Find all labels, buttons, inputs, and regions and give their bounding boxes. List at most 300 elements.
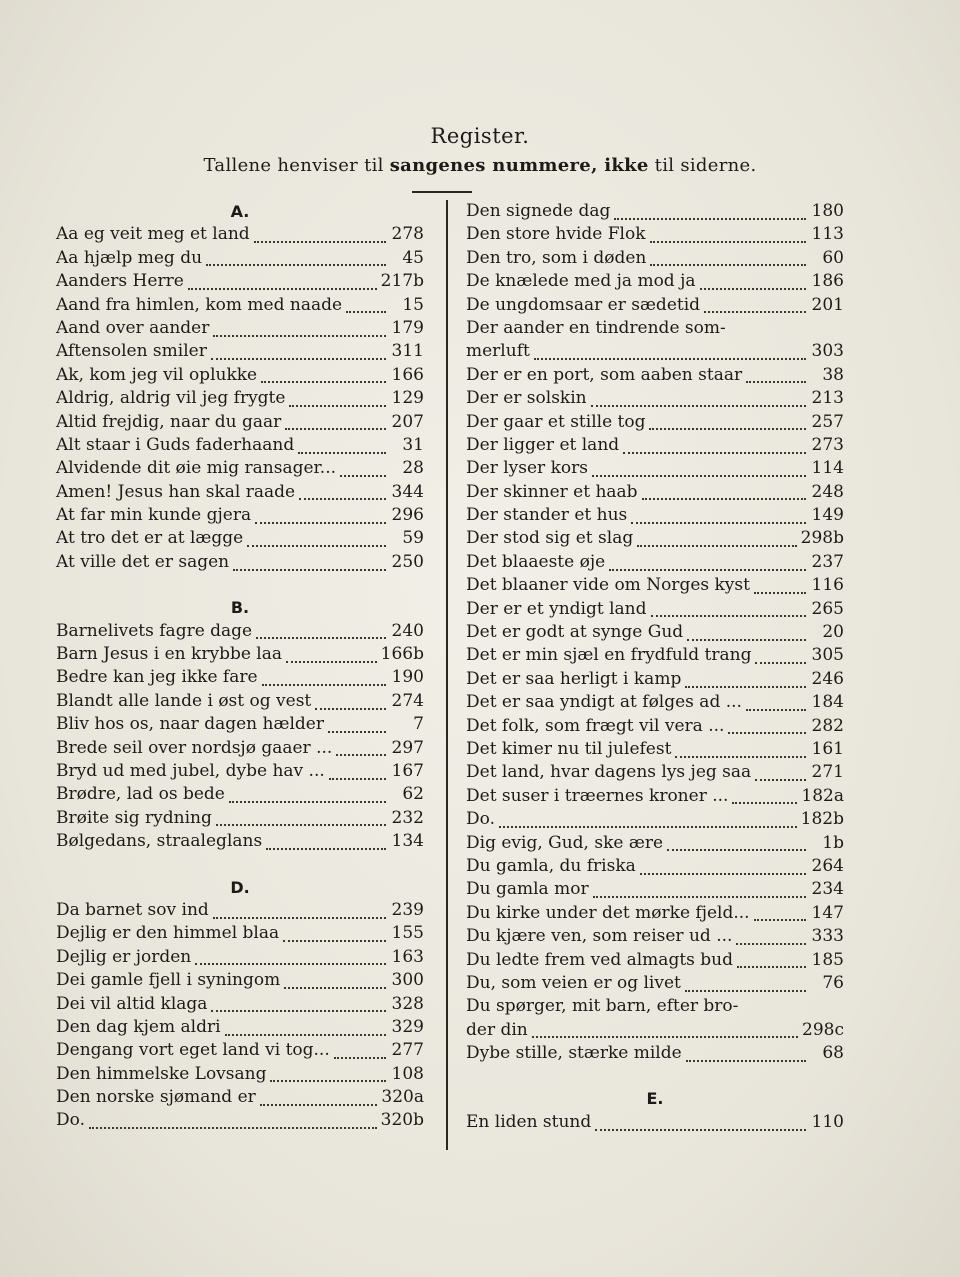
entry-number: 185 <box>811 949 844 970</box>
index-entry <box>56 527 424 550</box>
subtitle-emphasis: sangenes nummere, ikke <box>389 155 649 176</box>
page-subtitle <box>0 155 920 176</box>
entry-list-d-continued <box>466 200 844 1065</box>
dot-leader <box>667 841 806 851</box>
entry-number: 108 <box>391 1063 424 1084</box>
index-entry <box>56 387 424 410</box>
dot-leader <box>755 771 806 781</box>
dot-leader <box>289 397 386 407</box>
dot-leader <box>285 420 386 430</box>
entry-number: 163 <box>391 946 424 967</box>
entry-title: Bedre kan jeg ikke fare <box>56 667 258 688</box>
entry-number: 186 <box>811 271 844 292</box>
index-entry <box>466 691 844 714</box>
index-entry <box>466 317 844 340</box>
index-entry <box>56 1063 424 1086</box>
entry-number: 1b <box>822 832 844 853</box>
entry-title: Do. <box>466 809 495 830</box>
index-entry <box>56 690 424 713</box>
entry-title: Det er min sjæl en frydfuld trang <box>466 645 752 666</box>
index-entry <box>466 972 844 995</box>
index-entry <box>56 247 424 270</box>
index-entry <box>466 715 844 738</box>
entry-number: 167 <box>391 760 424 781</box>
entry-title: Der skinner et haab <box>466 481 638 502</box>
index-entry <box>466 668 844 691</box>
index-entry <box>56 504 424 527</box>
entry-number: 273 <box>811 434 844 455</box>
index-entry <box>56 411 424 434</box>
entry-title: Aand fra himlen, kom med naade <box>56 294 343 315</box>
entry-title: De knælede med ja mod ja <box>466 271 696 292</box>
entry-number: 296 <box>391 505 424 526</box>
entry-number: 110 <box>811 1111 844 1132</box>
dot-leader <box>631 514 806 524</box>
entry-number: 134 <box>391 831 424 852</box>
entry-title: Der ligger et land <box>466 434 620 455</box>
dot-leader <box>254 233 386 243</box>
index-entry <box>56 830 424 853</box>
entry-list-d <box>56 899 424 1133</box>
title-rule <box>412 191 472 193</box>
dot-leader <box>334 1049 386 1059</box>
entry-title: Det kimer nu til julefest <box>466 738 672 759</box>
entry-title: Barn Jesus i en krybbe laa <box>56 644 283 665</box>
entry-title: Der gaar et stille tog <box>466 411 646 432</box>
index-entry <box>466 785 844 808</box>
entry-number: 129 <box>391 388 424 409</box>
entry-number: 166 <box>391 364 424 385</box>
dot-leader <box>532 1028 798 1038</box>
entry-title: Du ledte frem ved almagts bud <box>466 949 733 970</box>
section-heading-b: B. <box>230 598 250 618</box>
entry-number: 333 <box>811 926 844 947</box>
entry-number: 264 <box>811 855 844 876</box>
entry-title: der din <box>466 1019 528 1040</box>
entry-number: 232 <box>391 807 424 828</box>
dot-leader <box>270 1072 386 1082</box>
index-entry <box>56 899 424 922</box>
dot-leader <box>700 280 807 290</box>
index-entry <box>466 855 844 878</box>
entry-title: Den store hvide Flok <box>466 224 646 245</box>
entry-title: Den tro, som i døden <box>466 247 647 268</box>
index-entry <box>466 738 844 761</box>
entry-title: Det blaaeste øje <box>466 551 606 572</box>
subtitle-part-3: til siderne. <box>648 155 757 176</box>
entry-title: Du gamla, du friska <box>466 855 636 876</box>
dot-leader <box>592 467 806 477</box>
index-entry <box>466 270 844 293</box>
dot-leader <box>336 746 386 756</box>
entry-title: Alvidende dit øie mig ransager... <box>56 458 337 479</box>
entry-title: Den signede dag <box>466 201 611 221</box>
index-entry <box>56 666 424 689</box>
dot-leader <box>609 561 806 571</box>
entry-number: 329 <box>391 1016 424 1037</box>
dot-leader <box>649 420 806 430</box>
entry-number: 20 <box>822 622 844 643</box>
entry-number: 271 <box>811 762 844 783</box>
entry-number: 311 <box>391 341 424 362</box>
index-entry <box>466 223 844 246</box>
entry-title: Det er saa yndigt at følges ad ... <box>466 692 742 713</box>
index-entry <box>466 411 844 434</box>
entry-title: Blandt alle lande i øst og vest <box>56 690 312 711</box>
dot-leader <box>593 888 806 898</box>
entry-number: 116 <box>811 575 844 596</box>
dot-leader <box>206 256 386 266</box>
dot-leader <box>261 373 386 383</box>
entry-number: 184 <box>811 692 844 713</box>
entry-title: Du gamla mor <box>466 879 589 900</box>
index-entry <box>466 551 844 574</box>
dot-leader <box>650 233 806 243</box>
dot-leader <box>211 1002 386 1012</box>
index-entry <box>56 223 424 246</box>
dot-leader <box>262 676 386 686</box>
entry-title: Du kjære ven, som reiser ud ... <box>466 926 733 947</box>
dot-leader <box>595 1121 806 1131</box>
index-entry <box>56 807 424 830</box>
subtitle-part-1: Tallene henviser til <box>203 155 390 176</box>
dot-leader <box>686 1052 806 1062</box>
index-entry <box>466 294 844 317</box>
dot-leader <box>315 700 386 710</box>
dot-leader <box>685 678 806 688</box>
entry-title: Altid frejdig, naar du gaar <box>56 411 282 432</box>
entry-number: 213 <box>811 388 844 409</box>
entry-title: Dejlig er den himmel blaa <box>56 923 280 944</box>
entry-title: Det folk, som frægt vil vera ... <box>466 715 725 736</box>
entry-title: Dejlig er jorden <box>56 946 192 967</box>
index-entry <box>56 783 424 806</box>
entry-title: Det blaaner vide om Norges kyst <box>466 575 750 596</box>
index-entry <box>466 574 844 597</box>
entry-title: Amen! Jesus han skal raade <box>56 481 296 502</box>
dot-leader <box>195 955 386 965</box>
entry-list-b <box>56 620 424 854</box>
index-entry <box>466 878 844 901</box>
entry-title: Aa eg veit meg et land <box>56 224 250 245</box>
entry-number: 201 <box>811 294 844 315</box>
index-entry <box>56 294 424 317</box>
entry-title: Der stod sig et slag <box>466 528 634 549</box>
entry-title: Du, som veien er og livet <box>466 972 681 993</box>
index-entry <box>466 995 844 1018</box>
entry-title: Aftensolen smiler <box>56 341 207 362</box>
entry-number: 60 <box>822 247 844 268</box>
dot-leader <box>754 911 806 921</box>
entry-title: merluft <box>466 341 530 362</box>
index-entry <box>466 247 844 270</box>
index-entry <box>466 925 844 948</box>
entry-number: 15 <box>402 294 424 315</box>
entry-title: Du kirke under det mørke fjeld... <box>466 902 750 923</box>
dot-leader <box>642 490 806 500</box>
entry-title: Du spørger, mit barn, efter bro- <box>466 996 739 1017</box>
index-entry <box>56 713 424 736</box>
index-entry <box>466 902 844 925</box>
entry-number: 155 <box>391 923 424 944</box>
entry-number: 303 <box>811 341 844 362</box>
index-entry <box>56 434 424 457</box>
entry-title: Det suser i træernes kroner ... <box>466 785 729 806</box>
entry-title: Der er solskin <box>466 388 587 409</box>
entry-number: 45 <box>402 247 424 268</box>
section-heading-d: D. <box>230 877 250 897</box>
entry-number: 59 <box>402 528 424 549</box>
entry-title: Dengang vort eget land vi tog... <box>56 1040 330 1061</box>
dot-leader <box>216 816 386 826</box>
index-entry <box>466 1111 844 1134</box>
dot-leader <box>623 444 806 454</box>
dot-leader <box>213 909 386 919</box>
entry-number: 298c <box>802 1019 844 1040</box>
index-entry <box>56 969 424 992</box>
entry-number: 38 <box>822 364 844 385</box>
entry-title: At far min kunde gjera <box>56 505 252 526</box>
dot-leader <box>213 327 386 337</box>
index-entry <box>56 481 424 504</box>
entry-number: 76 <box>822 972 844 993</box>
dot-leader <box>340 467 386 477</box>
index-entry <box>466 832 844 855</box>
dot-leader <box>685 982 806 992</box>
entry-number: 246 <box>811 668 844 689</box>
entry-number: 182b <box>800 809 844 830</box>
entry-number: 161 <box>811 738 844 759</box>
dot-leader <box>89 1119 377 1129</box>
entry-title: Bliv hos os, naar dagen hælder <box>56 714 324 735</box>
dot-leader <box>346 303 386 313</box>
entry-title: Den norske sjømand er <box>56 1087 256 1108</box>
entry-number: 277 <box>391 1040 424 1061</box>
index-entry <box>466 504 844 527</box>
entry-number: 328 <box>391 993 424 1014</box>
entry-number: 182a <box>801 785 844 806</box>
dot-leader <box>746 373 806 383</box>
entry-title: Brede seil over nordsjø gaaer ... <box>56 737 333 758</box>
dot-leader <box>754 584 806 594</box>
entry-number: 320b <box>380 1110 424 1131</box>
entry-title: Det er godt at synge Gud <box>466 622 684 643</box>
dot-leader <box>284 979 386 989</box>
entry-number: 344 <box>391 481 424 502</box>
dot-leader <box>255 514 386 524</box>
entry-number: 257 <box>811 411 844 432</box>
column-divider <box>446 200 448 1150</box>
entry-title: Alt staar i Guds faderhaand <box>56 434 295 455</box>
dot-leader <box>283 932 386 942</box>
index-entry <box>466 364 844 387</box>
entry-number: 114 <box>811 458 844 479</box>
entry-number: 179 <box>391 317 424 338</box>
entry-number: 239 <box>391 899 424 920</box>
entry-number: 217b <box>380 271 424 292</box>
entry-number: 68 <box>822 1043 844 1064</box>
index-entry <box>466 200 844 223</box>
entry-number: 113 <box>811 224 844 245</box>
entry-title: Dig evig, Gud, ske ære <box>466 832 664 853</box>
entry-number: 7 <box>413 714 424 735</box>
index-entry <box>466 644 844 667</box>
entry-number: 298b <box>800 528 844 549</box>
entry-title: At tro det er at lægge <box>56 528 244 549</box>
dot-leader <box>260 1096 378 1106</box>
index-entry <box>56 946 424 969</box>
index-entry <box>466 598 844 621</box>
entry-number: 278 <box>391 224 424 245</box>
entry-title: Der aander en tindrende som- <box>466 317 726 338</box>
entry-title: Do. <box>56 1110 85 1131</box>
left-column <box>56 200 424 1133</box>
entry-number: 300 <box>391 970 424 991</box>
entry-number: 180 <box>811 201 844 221</box>
dot-leader <box>728 724 806 734</box>
entry-list-e <box>466 1111 844 1134</box>
entry-number: 31 <box>402 434 424 455</box>
entry-title: Aldrig, aldrig vil jeg frygte <box>56 388 286 409</box>
page-title: Register. <box>430 124 530 148</box>
index-entry <box>56 551 424 574</box>
index-entry <box>466 808 844 831</box>
entry-title: Aa hjælp meg du <box>56 247 203 268</box>
entry-number: 248 <box>811 481 844 502</box>
dot-leader <box>534 350 806 360</box>
index-entry <box>56 1086 424 1109</box>
entry-title: Der er et yndigt land <box>466 598 647 619</box>
dot-leader <box>225 1026 386 1036</box>
section-heading-a: A. <box>230 202 250 221</box>
entry-list-a <box>56 223 424 574</box>
index-entry <box>56 364 424 387</box>
index-entry <box>56 643 424 666</box>
entry-number: 297 <box>391 737 424 758</box>
index-entry <box>56 737 424 760</box>
entry-number: 320a <box>381 1087 424 1108</box>
index-entry <box>466 527 844 550</box>
index-entry <box>56 1039 424 1062</box>
dot-leader <box>247 537 386 547</box>
dot-leader <box>591 397 806 407</box>
entry-title: Den himmelske Lovsang <box>56 1063 267 1084</box>
dot-leader <box>651 607 806 617</box>
entry-number: 207 <box>391 411 424 432</box>
index-entry <box>466 340 844 363</box>
entry-title: Aand over aander <box>56 317 210 338</box>
dot-leader <box>614 210 806 220</box>
dot-leader <box>640 865 806 875</box>
dot-leader <box>732 794 797 804</box>
index-entry <box>56 922 424 945</box>
index-entry <box>466 949 844 972</box>
entry-title: Den dag kjem aldri <box>56 1016 221 1037</box>
index-entry <box>466 761 844 784</box>
dot-leader <box>746 701 806 711</box>
entry-title: Brøite sig rydning <box>56 807 212 828</box>
entry-number: 305 <box>811 645 844 666</box>
dot-leader <box>650 256 806 266</box>
entry-number: 149 <box>811 505 844 526</box>
index-entry <box>466 457 844 480</box>
index-entry <box>466 434 844 457</box>
entry-number: 166b <box>380 644 424 665</box>
entry-title: Aanders Herre <box>56 271 184 292</box>
index-entry <box>466 1019 844 1042</box>
index-entry <box>56 317 424 340</box>
dot-leader <box>211 350 386 360</box>
dot-leader <box>737 958 806 968</box>
entry-title: De ungdomsaar er sædetid <box>466 294 701 315</box>
entry-number: 250 <box>391 551 424 572</box>
entry-title: Der stander et hus <box>466 505 628 526</box>
entry-title: Bryd ud med jubel, dybe hav ... <box>56 760 325 781</box>
dot-leader <box>188 280 377 290</box>
dot-leader <box>755 654 806 664</box>
dot-leader <box>704 303 806 313</box>
entry-title: Der er en port, som aaben staar <box>466 364 743 385</box>
entry-number: 240 <box>391 620 424 641</box>
dot-leader <box>329 770 386 780</box>
dot-leader <box>328 723 386 733</box>
entry-number: 28 <box>402 458 424 479</box>
entry-title: En liden stund <box>466 1111 592 1132</box>
dot-leader <box>286 653 377 663</box>
section-heading-e: E. <box>646 1089 664 1109</box>
dot-leader <box>233 561 386 571</box>
entry-title: Brødre, lad os bede <box>56 784 225 805</box>
entry-title: Barnelivets fagre dage <box>56 620 253 641</box>
entry-title: Det land, hvar dagens lys jeg saa <box>466 762 752 783</box>
index-entry <box>56 1109 424 1132</box>
index-entry <box>466 387 844 410</box>
index-entry <box>466 481 844 504</box>
index-entry <box>56 620 424 643</box>
index-entry <box>56 760 424 783</box>
index-entry <box>56 340 424 363</box>
entry-number: 265 <box>811 598 844 619</box>
index-entry <box>56 993 424 1016</box>
right-column <box>466 200 844 1134</box>
entry-number: 274 <box>391 690 424 711</box>
entry-title: Dybe stille, stærke milde <box>466 1043 682 1064</box>
dot-leader <box>266 840 386 850</box>
entry-number: 237 <box>811 551 844 572</box>
dot-leader <box>499 818 797 828</box>
entry-title: At ville det er sagen <box>56 551 230 572</box>
dot-leader <box>298 444 386 454</box>
entry-title: Dei vil altid klaga <box>56 993 208 1014</box>
entry-title: Da barnet sov ind <box>56 899 209 920</box>
dot-leader <box>256 629 386 639</box>
entry-title: Dei gamle fjell i syningom <box>56 970 281 991</box>
index-entry <box>56 1016 424 1039</box>
dot-leader <box>736 935 806 945</box>
entry-title: Det er saa herligt i kamp <box>466 668 682 689</box>
index-entry <box>466 621 844 644</box>
index-entry <box>466 1042 844 1065</box>
entry-title: Der lyser kors <box>466 458 588 479</box>
entry-title: Bølgedans, straaleglans <box>56 831 263 852</box>
dot-leader <box>675 748 806 758</box>
dot-leader <box>299 490 386 500</box>
index-entry <box>56 457 424 480</box>
dot-leader <box>637 537 796 547</box>
entry-number: 190 <box>391 667 424 688</box>
entry-number: 147 <box>811 902 844 923</box>
entry-number: 234 <box>811 879 844 900</box>
